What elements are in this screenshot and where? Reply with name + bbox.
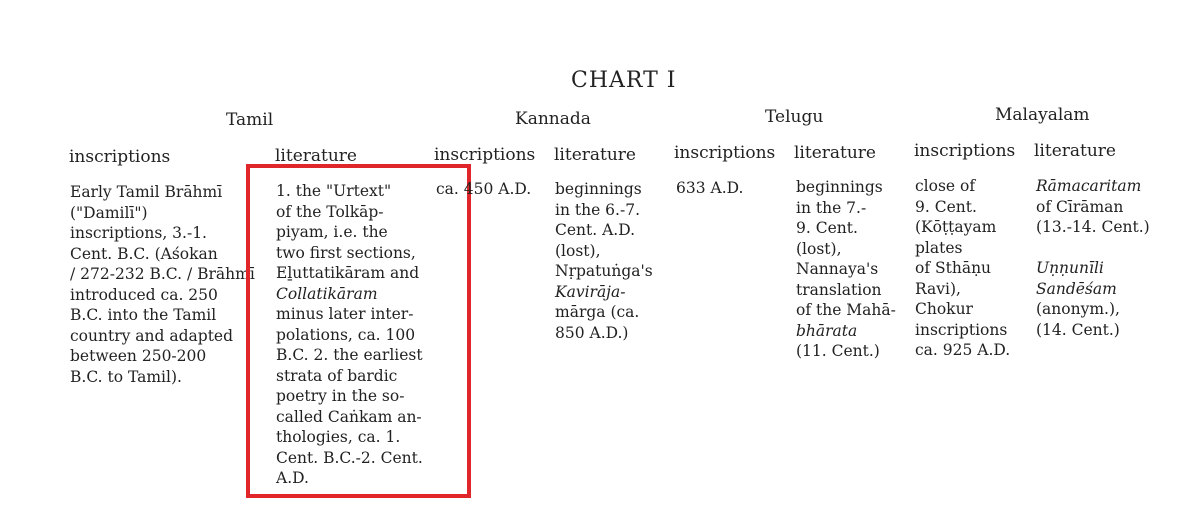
text-line: Nannaya's — [796, 260, 879, 278]
text-line: ca. 925 A.D. — [915, 341, 1011, 359]
text-line: of Cīrāman — [1036, 197, 1124, 216]
cell-tamil-inscriptions — [70, 182, 255, 387]
language-tamil: Tamil — [226, 110, 274, 130]
text-line: (lost), — [555, 241, 601, 260]
chart-title: CHART I — [571, 68, 677, 93]
text-line: poetry in the so- — [276, 387, 405, 405]
text-line: Rāmacaritam — [1036, 177, 1142, 195]
cell-telugu-literature — [796, 177, 896, 362]
language-telugu: Telugu — [765, 107, 824, 127]
text-line: close of — [915, 177, 976, 195]
cell-malayalam-inscriptions — [915, 176, 1010, 361]
text-line: B.C. 2. the earliest — [276, 346, 423, 364]
text-line: introduced ca. 250 — [70, 285, 218, 304]
text-line: bhārata — [796, 321, 858, 340]
text-line: Nṛpatuṅga's — [555, 262, 653, 280]
text-line: (anonym.), — [1036, 300, 1120, 318]
text-line: (11. Cent.) — [796, 342, 880, 360]
text-line: plates — [915, 238, 963, 257]
text-line: translation — [796, 280, 882, 299]
text-line: ("Damilī") — [70, 203, 148, 222]
text-line: Cent. B.C.-2. Cent. — [276, 448, 423, 467]
text-line: B.C. to Tamil). — [70, 367, 182, 386]
column-header-tamil-literature: literature — [275, 146, 357, 166]
text-line: A.D. — [276, 469, 309, 487]
column-header-kannada-literature: literature — [554, 145, 636, 165]
text-line: two first sections, — [276, 243, 416, 262]
column-header-kannada-inscriptions: inscriptions — [434, 145, 536, 165]
text-line: (lost), — [796, 239, 842, 258]
language-kannada: Kannada — [515, 109, 591, 129]
column-header-telugu-inscriptions: inscriptions — [674, 143, 776, 163]
highlight-box — [246, 164, 471, 498]
text-line: 1. the "Urtext" — [276, 182, 392, 200]
text-line: of the Tolkāp- — [276, 202, 384, 221]
text-line: in the 6.-7. — [555, 200, 640, 219]
text-line: strata of bardic — [276, 366, 398, 385]
text-line: of the Mahā- — [796, 301, 896, 319]
text-line: / 272-232 B.C. / Brāhmī — [70, 265, 255, 283]
text-line: ca. 450 A.D. — [436, 180, 532, 198]
text-line: (13.-14. Cent.) — [1036, 218, 1150, 236]
text-line: beginnings — [796, 178, 883, 196]
text-line: minus later inter- — [276, 305, 414, 323]
text-line: of Sthāṇu — [915, 259, 992, 277]
text-line: 9. Cent. — [915, 197, 977, 216]
text-line — [1036, 238, 1150, 259]
text-line: Eḻuttatikāram and — [276, 264, 420, 282]
text-line: Chokur — [915, 300, 973, 318]
text-line: between 250-200 — [70, 347, 207, 365]
cell-kannada-inscriptions — [436, 179, 531, 200]
column-header-malayalam-inscriptions: inscriptions — [914, 141, 1016, 161]
text-line: 633 A.D. — [676, 179, 744, 197]
text-line: inscriptions, 3.-1. — [70, 224, 207, 242]
cell-telugu-inscriptions — [676, 178, 743, 199]
text-line: Cent. B.C. (Aśokan — [70, 244, 218, 263]
text-line: in the 7.- — [796, 198, 867, 217]
text-line: Uṇṇunīli — [1036, 259, 1104, 277]
text-line: Ravi), — [915, 279, 961, 298]
text-line: mārga (ca. — [555, 303, 640, 321]
text-line: (Kōṭṭayam — [915, 218, 997, 236]
column-header-malayalam-literature: literature — [1034, 141, 1116, 161]
text-line: 850 A.D.) — [555, 323, 629, 342]
text-line: beginnings — [555, 180, 642, 198]
text-line: (14. Cent.) — [1036, 320, 1120, 339]
language-malayalam: Malayalam — [995, 105, 1090, 125]
text-line: Collatikāram — [276, 284, 378, 303]
text-line: thologies, ca. 1. — [276, 428, 401, 446]
text-line: country and adapted — [70, 326, 234, 345]
cell-malayalam-literature — [1036, 176, 1150, 340]
text-line: 9. Cent. — [796, 219, 858, 237]
text-line: Sandēśam — [1036, 279, 1117, 298]
text-line: inscriptions — [915, 320, 1008, 339]
column-header-telugu-literature: literature — [794, 143, 876, 163]
text-line: Kavirāja- — [555, 282, 626, 301]
text-line: piyam, i.e. the — [276, 223, 388, 241]
text-line: called Caṅkam an- — [276, 407, 422, 426]
text-line: polations, ca. 100 — [276, 325, 416, 344]
text-line: B.C. into the Tamil — [70, 306, 217, 324]
text-line: Cent. A.D. — [555, 221, 636, 239]
text-line: Early Tamil Brāhmī — [70, 183, 223, 201]
cell-kannada-literature — [555, 179, 653, 343]
column-header-tamil-inscriptions: inscriptions — [69, 147, 171, 167]
